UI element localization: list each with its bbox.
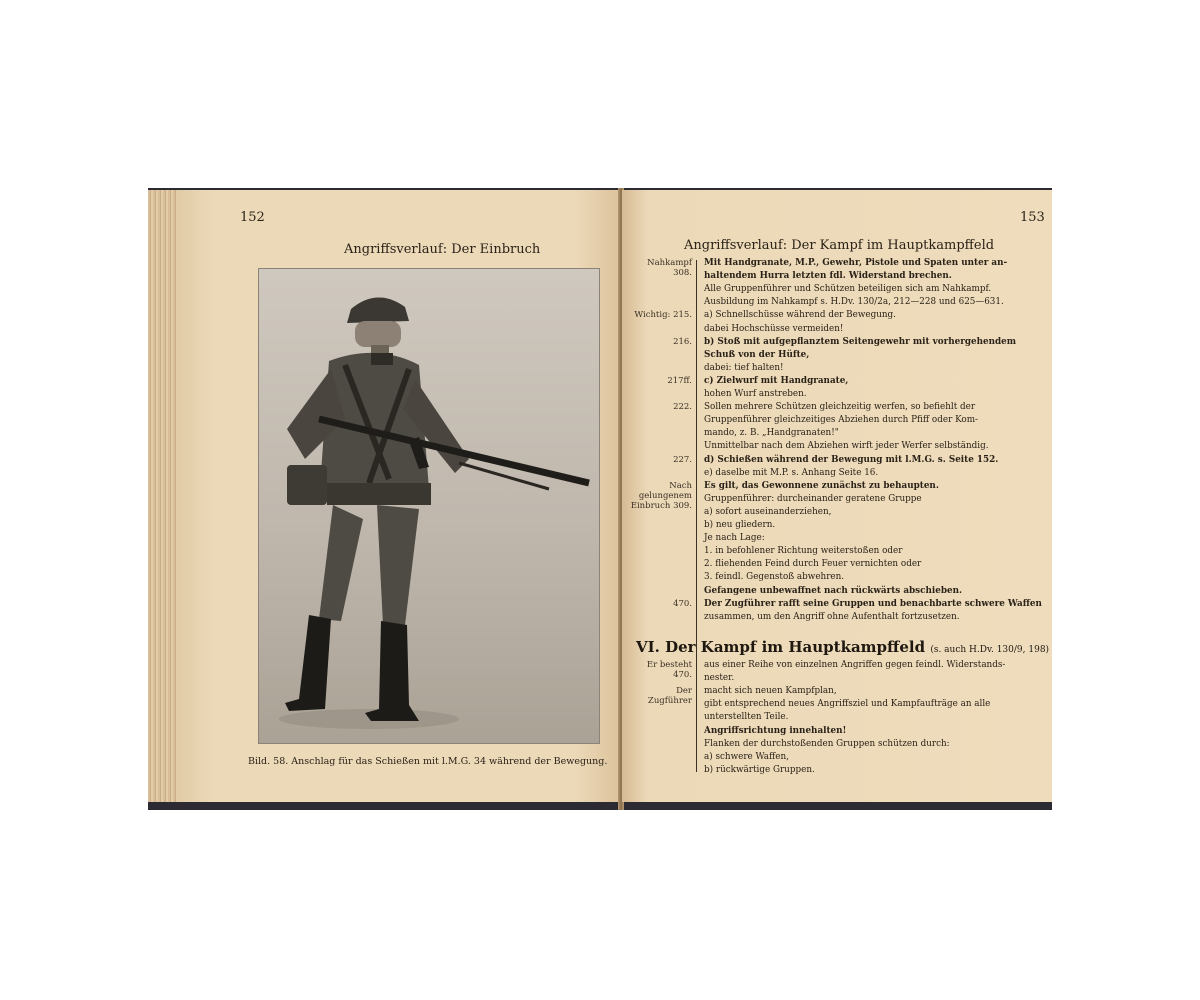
soldier-photo: [258, 268, 600, 744]
text-line: 3. feindl. Gegenstoß abwehren.: [704, 572, 845, 583]
section-heading: [636, 638, 1049, 656]
text-line: macht sich neuen Kampfplan,: [704, 686, 837, 697]
margin-note: 222.: [673, 402, 692, 413]
text-line: Ausbildung im Nahkampf s. H.Dv. 130/2a, 212—228 und 625—631.: [704, 297, 1004, 308]
text-line: Es gilt, das Gewonnene zunächst zu behaupten.: [704, 480, 939, 491]
right-page: [622, 190, 1052, 802]
margin-rule: [696, 260, 697, 772]
text-line: nester.: [704, 673, 735, 684]
margin-note: Wichtig: 215.: [634, 310, 692, 321]
text-line: mando, z. B. „Handgranaten!": [704, 428, 839, 439]
photo-caption: Bild. 58. Anschlag für das Schießen mit l.M.G. 34 während der Bewegung.: [248, 756, 608, 767]
margin-note: Nahkampf 308.: [647, 258, 692, 278]
section-title: VI. Der Kampf im Hauptkampffeld: [636, 638, 926, 656]
text-line: Gruppenführer gleichzeitiges Abziehen durch Pfiff oder Kom-: [704, 415, 979, 426]
soldier-illustration: [259, 269, 599, 743]
page-edges: [148, 190, 180, 802]
page-number: 153: [1020, 210, 1045, 225]
text-line: a) sofort auseinanderziehen,: [704, 506, 832, 517]
section-reference: (s. auch H.Dv. 130/9, 198): [930, 645, 1050, 655]
text-line: Angriffsrichtung innehalten!: [704, 725, 847, 736]
text-line: aus einer Reihe von einzelnen Angriffen gegen feindl. Widerstands-: [704, 660, 1006, 670]
text-line: b) rückwärtige Gruppen.: [704, 764, 815, 775]
text-line: d) Schießen während der Bewegung mit l.M.G. s. Seite 152.: [704, 454, 999, 465]
margin-note: Er besteht 470.: [646, 660, 692, 680]
margin-note: 227.: [673, 454, 692, 465]
text-line: Je nach Lage:: [704, 533, 765, 544]
text-line: e) daselbe mit M.P. s. Anhang Seite 16.: [704, 467, 879, 478]
running-head: Angriffsverlauf: Der Einbruch: [344, 242, 541, 257]
text-line: Flanken der durchstoßenden Gruppen schützen durch:: [704, 738, 950, 749]
running-head: Angriffsverlauf: Der Kampf im Hauptkampffeld: [684, 238, 995, 253]
text-line: a) Schnellschüsse während der Bewegung.: [704, 310, 896, 321]
text-line: Gruppenführer: durcheinander geratene Gruppe: [704, 493, 922, 504]
text-line: gibt entsprechend neues Angriffsziel und Kampfaufträge an alle: [704, 699, 991, 710]
open-book: [148, 188, 1052, 810]
text-line: 2. fliehenden Feind durch Feuer vernichten oder: [704, 559, 922, 570]
text-line: Gefangene unbewaffnet nach rückwärts abschieben.: [704, 585, 963, 596]
text-line: c) Zielwurf mit Handgranate,: [704, 375, 849, 386]
text-line: unterstellten Teile.: [704, 712, 789, 723]
text-line: hohen Wurf anstreben.: [704, 389, 807, 399]
text-line: Unmittelbar nach dem Abziehen wirft jeder Werfer selbständig.: [704, 441, 989, 452]
margin-note: 216.: [673, 336, 692, 347]
text-line: Der Zugführer rafft seine Gruppen und benachbarte schwere Waffen: [704, 598, 1042, 609]
text-line: b) neu gliedern.: [704, 520, 776, 530]
text-line: haltendem Hurra letzten fdl. Widerstand brechen.: [704, 271, 952, 282]
left-page: [178, 190, 620, 802]
text-line: a) schwere Waffen,: [704, 751, 789, 762]
margin-note: Nach gelungenem Einbruch 309.: [630, 480, 692, 511]
margin-note: Der Zugführer: [647, 686, 692, 707]
text-line: Schuß von der Hüfte,: [704, 349, 810, 360]
page-number: 152: [240, 210, 265, 225]
margin-note: 217ff.: [667, 375, 692, 386]
margin-note: 470.: [673, 598, 692, 609]
text-line: Sollen mehrere Schützen gleichzeitig werfen, so befiehlt der: [704, 402, 976, 413]
text-line: Mit Handgranate, M.P., Gewehr, Pistole und Spaten unter an-: [704, 258, 1008, 268]
text-line: dabei: tief halten!: [704, 362, 784, 373]
text-line: Alle Gruppenführer und Schützen beteiligen sich am Nahkampf.: [704, 284, 992, 295]
text-line: dabei Hochschüsse vermeiden!: [704, 323, 844, 334]
text-line: 1. in befohlener Richtung weiterstoßen oder: [704, 546, 903, 557]
text-line: b) Stoß mit aufgepflanztem Seitengewehr mit vorhergehendem: [704, 336, 1017, 347]
text-line: zusammen, um den Angriff ohne Aufenthalt fortzusetzen.: [704, 611, 960, 622]
